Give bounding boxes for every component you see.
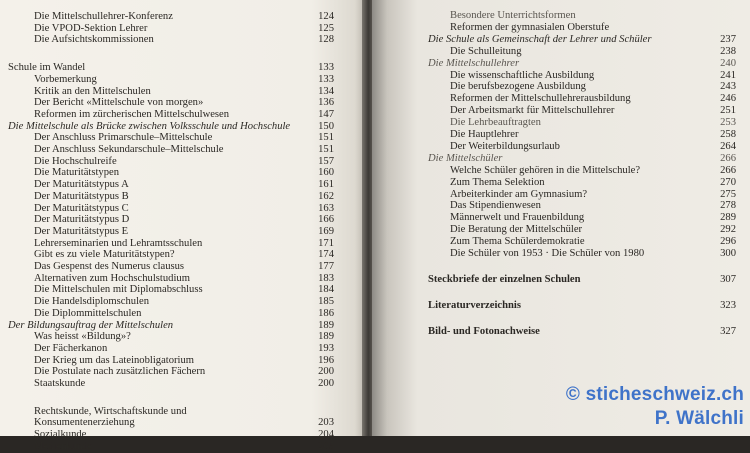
toc-entry-title: Die Mittelschulen mit Diplomabschluss — [34, 284, 203, 296]
toc-entry-page: 160 — [318, 167, 334, 179]
toc-entry-page: 275 — [720, 188, 736, 200]
toc-entry-title: Die Hochschulreife — [34, 155, 117, 167]
toc-entry-page: 203 — [318, 417, 334, 429]
toc-entry-title: Zum Thema Selektion — [450, 176, 545, 188]
toc-entry-page: 323 — [720, 299, 736, 311]
toc-entry-page: 151 — [318, 132, 334, 144]
toc-entry-title: Kritik an den Mittelschulen — [34, 85, 151, 97]
watermark-line1: © sticheschweiz.ch — [565, 384, 744, 405]
toc-entry-page: 169 — [318, 225, 334, 237]
toc-entry-page: 205 — [318, 440, 334, 452]
toc-entry-title: Die Mittelschullehrer — [428, 57, 520, 69]
toc-entry-title: Die Schulleitung — [450, 45, 522, 57]
toc-entry-title: Der Weiterbildungsurlaub — [450, 140, 560, 152]
toc-entry-title: Bild- und Fotonachweise — [428, 325, 540, 337]
right-page — [372, 0, 750, 436]
toc-entry-page: 327 — [720, 325, 736, 337]
toc-entry-title: Reformen der Mittelschullehrerausbildung — [450, 93, 631, 105]
toc-entry-title: Das Stipendienwesen — [450, 200, 541, 212]
toc-entry-page: 241 — [720, 69, 736, 81]
toc-entry-title: Der Bericht «Mittelschule von morgen» — [34, 97, 204, 109]
toc-entry-title: Arbeiterkinder am Gymnasium? — [450, 188, 588, 200]
toc-entry-page: 189 — [318, 319, 334, 331]
toc-entry-title: Medienkunde — [34, 440, 93, 452]
toc-entry-title: Der Maturitätstypus B — [34, 190, 129, 202]
toc-entry-title: Zum Thema Schülerdemokratie — [450, 236, 585, 248]
toc-entry-page: 300 — [720, 248, 736, 259]
toc-entry-page: 134 — [318, 85, 334, 97]
toc-entry-page: 196 — [318, 354, 334, 366]
toc-entry-page: 258 — [720, 129, 736, 140]
toc-entry-page: 133 — [318, 62, 334, 74]
toc-entry-page: 147 — [318, 108, 334, 120]
toc-entry-title: Die Schule als Gemeinschaft der Lehrer und Schüler — [428, 33, 652, 45]
toc-entry-title: Rechtskunde, Wirtschaftskunde und — [34, 405, 187, 417]
toc-entry-title: Alternativen zum Hochschulstudium — [34, 272, 190, 284]
toc-entry-page: 200 — [318, 378, 334, 389]
toc-entry-page: 171 — [318, 237, 334, 249]
toc-entry-title: Der Anschluss Primarschule–Mittelschule — [34, 132, 213, 144]
toc-entry-page: 204 — [318, 429, 334, 441]
toc-entry-page: 166 — [318, 214, 334, 226]
toc-entry-page: 157 — [318, 155, 334, 167]
toc-entry-title: Der Arbeitsmarkt für Mittelschullehrer — [450, 105, 615, 117]
toc-entry-page: 307 — [720, 273, 736, 285]
toc-entry-title: Die Beratung der Mittelschüler — [450, 224, 583, 236]
toc-entry-title: Die Schüler von 1953 · Die Schüler von 1980 — [450, 248, 645, 259]
toc-entry-title: Die wissenschaftliche Ausbildung — [450, 69, 595, 81]
toc-entry-page: 246 — [720, 93, 736, 105]
toc-entry-title: Welche Schüler gehören in die Mittelschule? — [450, 164, 641, 176]
toc-entry-page: 289 — [720, 212, 736, 224]
toc-entry-title: Der Maturitätstypus E — [34, 225, 129, 237]
toc-entry-page: 125 — [318, 22, 334, 34]
toc-entry-page: 296 — [720, 236, 736, 248]
toc-entry-page: 200 — [318, 366, 334, 378]
toc-entry-title: Was heisst «Bildung»? — [34, 331, 131, 343]
toc-entry-page: 124 — [318, 11, 334, 22]
toc-entry-page: 163 — [318, 202, 334, 214]
toc-entry-title: Reformen im zürcherischen Mittelschulwesen — [34, 108, 230, 120]
toc-entry-title: Das Gespenst des Numerus clausus — [34, 261, 185, 272]
toc-entry-page: 174 — [318, 249, 334, 261]
toc-entry-page: 193 — [318, 342, 334, 354]
toc-entry-title: Staatskunde — [34, 378, 86, 389]
toc-entry-page: 270 — [720, 176, 736, 188]
toc-entry-title: Literaturverzeichnis — [428, 299, 521, 311]
left-page — [0, 0, 366, 452]
toc-entry-page: 151 — [318, 144, 334, 155]
toc-entry-title: Der Maturitätstypus D — [34, 214, 130, 226]
toc-entry-page: 136 — [318, 97, 334, 109]
toc-entry-title: Männerwelt und Frauenbildung — [450, 212, 585, 224]
toc-entry-title: Die Mittelschüler — [428, 152, 503, 164]
toc-entry-page: 150 — [318, 120, 334, 132]
toc-entry-title: Die Lehrbeauftragten — [450, 117, 541, 129]
toc-entry-page: 251 — [720, 105, 736, 117]
toc-entry-page: 183 — [318, 272, 334, 284]
toc-entry-title: Der Maturitätstypus C — [34, 202, 129, 214]
toc-entry-title: Reformen der gymnasialen Oberstufe — [450, 21, 610, 33]
toc-entry-page: 292 — [720, 224, 736, 236]
toc-entry-title: Die Handelsdiplomschulen — [34, 296, 150, 308]
toc-entry-page: 128 — [318, 34, 334, 46]
watermark-line2: P. Wälchli — [654, 408, 744, 429]
toc-entry-page: 161 — [318, 179, 334, 191]
toc-entry-title: Die Hauptlehrer — [450, 129, 519, 140]
toc-entry-page: 266 — [720, 152, 736, 164]
toc-entry-title: Der Anschluss Sekundarschule–Mittelschule — [34, 144, 224, 155]
toc-entry-page: 266 — [720, 164, 736, 176]
toc-entry-title: Gibt es zu viele Maturitätstypen? — [34, 249, 175, 261]
toc-entry-title: Der Krieg um das Lateinobligatorium — [34, 354, 195, 366]
toc-entry-title: Die Postulate nach zusätzlichen Fächern — [34, 366, 206, 378]
toc-entry-title: Steckbriefe der einzelnen Schulen — [428, 273, 581, 285]
toc-entry-title: Konsumentenerziehung — [34, 417, 135, 429]
toc-entry-title: Die Diplommittelschulen — [34, 307, 142, 319]
toc-entry-page: 185 — [318, 296, 334, 308]
toc-entry-page: 189 — [318, 331, 334, 343]
toc-entry-title: Die Aufsichtskommissionen — [34, 34, 154, 46]
toc-entry-page: 238 — [720, 45, 736, 57]
toc-entry-page: 177 — [318, 261, 334, 272]
toc-entry-title: Sozialkunde — [34, 429, 87, 441]
toc-entry-page: 186 — [318, 307, 334, 319]
toc-entry-title: Vorbemerkung — [34, 73, 97, 85]
toc-entry-title: Die berufsbezogene Ausbildung — [450, 81, 586, 93]
toc-entry-page: 253 — [720, 117, 736, 129]
toc-entry-title: Die Mittelschullehrer-Konferenz — [34, 11, 173, 22]
toc-entry-page: 264 — [720, 140, 736, 152]
toc-entry-title: Die VPOD-Sektion Lehrer — [34, 22, 148, 34]
toc-entry-title: Lehrerseminarien und Lehramtsschulen — [34, 237, 203, 249]
toc-entry-title: Schule im Wandel — [8, 62, 86, 74]
toc-entry-title: Besondere Unterrichtsformen — [450, 10, 576, 21]
toc-entry-title: Der Maturitätstypus A — [34, 179, 129, 191]
toc-entry-title: Die Mittelschule als Brücke zwischen Volksschule und Hochschule — [8, 120, 291, 132]
toc-entry-page: 278 — [720, 200, 736, 212]
toc-entry-page: 133 — [318, 73, 334, 85]
toc-entry-title: Der Fächerkanon — [34, 342, 108, 354]
toc-entry-page: 162 — [318, 190, 334, 202]
toc-entry-title: Die Maturitätstypen — [34, 167, 120, 179]
toc-entry-page: 240 — [720, 57, 736, 69]
toc-entry-page: 237 — [720, 33, 736, 45]
toc-entry-page: 243 — [720, 81, 736, 93]
toc-entry-title: Der Bildungsauftrag der Mittelschulen — [8, 319, 174, 331]
toc-entry-page: 184 — [318, 284, 334, 296]
